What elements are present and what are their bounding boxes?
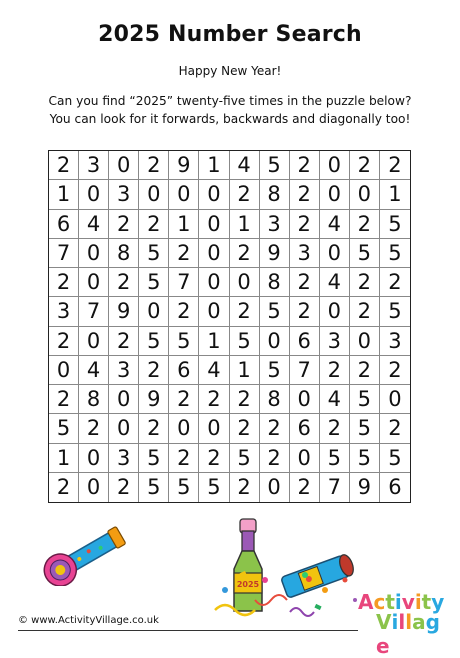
grid-cell: 8 [109, 239, 139, 268]
instruction-line-1: Can you find “2025” twenty-five times in the puzzle below? [48, 94, 412, 108]
logo-letter: V [376, 610, 392, 634]
grid-cell: 4 [199, 356, 229, 385]
grid-cell: 2 [139, 414, 169, 443]
grid-cell: 0 [79, 239, 109, 268]
grid-cell: 8 [260, 268, 290, 297]
grid-cell: 6 [290, 327, 320, 356]
grid-cell: 5 [49, 414, 79, 443]
grid-cell: 0 [109, 385, 139, 414]
grid-cell: 0 [169, 180, 199, 209]
grid-cell: 5 [169, 327, 199, 356]
grid-cell: 9 [260, 239, 290, 268]
grid-cell: 7 [169, 268, 199, 297]
grid-cell: 5 [139, 327, 169, 356]
grid-cell: 7 [49, 239, 79, 268]
grid-cell: 2 [290, 151, 320, 180]
grid-cell: 1 [49, 180, 79, 209]
grid-cell: 3 [109, 180, 139, 209]
grid-cell: 2 [49, 473, 79, 502]
grid-cell: 5 [350, 444, 380, 473]
logo-word-village [376, 610, 448, 658]
grid-cell: 2 [230, 180, 260, 209]
grid-cell: 6 [49, 210, 79, 239]
footer-url[interactable]: © www.ActivityVillage.co.uk [18, 615, 159, 626]
grid-cell: 3 [320, 327, 350, 356]
grid-cell: 5 [380, 297, 410, 326]
grid-cell: 2 [230, 297, 260, 326]
grid-cell: 8 [79, 385, 109, 414]
grid-cell: 0 [260, 327, 290, 356]
grid-cell: 2 [350, 151, 380, 180]
logo-letter: y [431, 590, 445, 614]
grid-cell: 0 [199, 297, 229, 326]
grid-cell: 2 [199, 385, 229, 414]
logo-letter: i [414, 590, 422, 614]
grid-cell: 2 [199, 444, 229, 473]
logo-letter: c [373, 590, 386, 614]
grid-cell: 0 [199, 239, 229, 268]
page-subtitle: Happy New Year! [178, 64, 282, 78]
grid-cell: 5 [139, 268, 169, 297]
grid-cell: 2 [109, 268, 139, 297]
logo-letter: t [421, 590, 432, 614]
page-title: 2025 Number Search [98, 22, 362, 47]
grid-cell: 0 [169, 414, 199, 443]
grid-cell: 0 [139, 180, 169, 209]
grid-cell: 3 [109, 444, 139, 473]
grid-cell: 0 [79, 473, 109, 502]
grid-cell: 1 [199, 327, 229, 356]
grid-cell: 5 [139, 473, 169, 502]
grid-cell: 2 [230, 473, 260, 502]
grid-cell: 2 [290, 297, 320, 326]
grid-cell: 2 [230, 414, 260, 443]
grid-cell: 8 [260, 385, 290, 414]
grid-cell: 6 [290, 414, 320, 443]
grid-cell: 0 [290, 444, 320, 473]
grid-cell: 2 [109, 473, 139, 502]
logo-letter: a [412, 610, 426, 634]
grid-cell: 5 [260, 297, 290, 326]
bottle-label: 2025 [236, 580, 260, 589]
logo-letter: i [394, 590, 402, 614]
grid-cell: 0 [350, 180, 380, 209]
grid-cell: 1 [230, 210, 260, 239]
grid-cell: 0 [109, 151, 139, 180]
grid-cell: 2 [290, 180, 320, 209]
activity-village-logo [358, 590, 448, 658]
grid-cell: 1 [169, 210, 199, 239]
grid-cell: 0 [79, 180, 109, 209]
grid-cell: 7 [320, 473, 350, 502]
number-search-grid [48, 150, 411, 503]
grid-cell: 7 [290, 356, 320, 385]
grid-cell: 2 [49, 151, 79, 180]
grid-cell: 2 [350, 268, 380, 297]
grid-cell: 0 [139, 297, 169, 326]
grid-cell: 6 [388, 475, 402, 500]
grid-cell: 2 [139, 151, 169, 180]
grid-cell: 4 [79, 210, 109, 239]
grid-cell: 5 [260, 151, 290, 180]
grid-cell: 2 [380, 151, 410, 180]
grid-cell: 2 [380, 268, 410, 297]
grid-cell: 2 [320, 414, 350, 443]
grid-cell: 5 [260, 356, 290, 385]
grid-cell: 5 [350, 239, 380, 268]
grid-cell: 0 [230, 268, 260, 297]
grid-cell: 1 [49, 444, 79, 473]
grid-cell: 2 [290, 268, 320, 297]
grid-cell: 3 [290, 239, 320, 268]
grid-cell: 4 [320, 385, 350, 414]
grid-cell: 5 [139, 444, 169, 473]
grid-cell: 9 [109, 297, 139, 326]
grid-cell: 3 [260, 210, 290, 239]
grid-cell: 0 [79, 327, 109, 356]
grid-cell: 8 [260, 180, 290, 209]
grid-cell: 3 [79, 151, 109, 180]
grid-cell: 2 [49, 385, 79, 414]
grid-cell: 2 [169, 297, 199, 326]
grid-cell: 0 [79, 444, 109, 473]
grid-cell: 0 [320, 297, 350, 326]
logo-letter: v [401, 590, 415, 614]
grid-cell: 5 [320, 444, 350, 473]
grid-cell: 2 [290, 473, 320, 502]
grid-cell: 2 [230, 385, 260, 414]
grid-cell: 2 [49, 268, 79, 297]
grid-cell: 7 [79, 297, 109, 326]
grid-cell: 0 [320, 180, 350, 209]
grid-cell: 5 [380, 210, 410, 239]
logo-letter: t [385, 590, 395, 614]
logo-letter: l [398, 610, 406, 634]
grid-cell: 2 [290, 210, 320, 239]
grid-cell: 9 [350, 473, 380, 502]
grid-cell: 5 [380, 239, 410, 268]
grid-cell: 3 [109, 356, 139, 385]
grid-cell: 0 [109, 414, 139, 443]
grid-cell: 2 [230, 239, 260, 268]
grid-cell: 2 [380, 414, 410, 443]
grid-cell: 1 [380, 180, 410, 209]
grid-cell: 2 [260, 444, 290, 473]
confetti-icon [205, 560, 365, 620]
grid-cell: 0 [260, 473, 290, 502]
grid-cell: 2 [109, 210, 139, 239]
grid-cell: 1 [230, 356, 260, 385]
grid-cell: 0 [199, 414, 229, 443]
logo-letter: l [405, 610, 413, 634]
grid-cell: 5 [139, 239, 169, 268]
grid-cell: 6 [169, 356, 199, 385]
instruction-line-2: You can look for it forwards, backwards and diagonally too! [49, 112, 411, 126]
grid-cell: 2 [380, 356, 410, 385]
grid-cell: 9 [139, 385, 169, 414]
logo-letter: A [358, 590, 374, 614]
grid-cell: 0 [79, 268, 109, 297]
logo-letter: i [391, 610, 399, 634]
grid-cell: 2 [169, 444, 199, 473]
grid-cell: 5 [380, 444, 410, 473]
grid-cell: 0 [49, 356, 79, 385]
party-blower-icon [38, 522, 138, 586]
logo-letter: e [376, 634, 390, 658]
grid-cell: 4 [79, 356, 109, 385]
grid-cell: 2 [320, 356, 350, 385]
grid-cell: 0 [320, 239, 350, 268]
grid-cell: 5 [169, 473, 199, 502]
grid-cell: 5 [230, 327, 260, 356]
grid-cell: 2 [139, 210, 169, 239]
grid-cell: 5 [350, 414, 380, 443]
grid-cell: 9 [169, 151, 199, 180]
grid-cell: 2 [169, 385, 199, 414]
grid-cell: 2 [260, 414, 290, 443]
grid-cell: 4 [320, 268, 350, 297]
grid-cell: 0 [199, 210, 229, 239]
grid-cell: 2 [350, 297, 380, 326]
grid-cell: 2 [350, 210, 380, 239]
logo-letter: g [425, 610, 440, 634]
grid-cell: 0 [199, 180, 229, 209]
grid-cell: 1 [199, 151, 229, 180]
footer-divider [18, 630, 358, 631]
grid-cell: 0 [290, 385, 320, 414]
grid-cell: 0 [380, 385, 410, 414]
grid-cell: 2 [79, 414, 109, 443]
grid-cell: 2 [49, 327, 79, 356]
grid-cell: 2 [139, 356, 169, 385]
grid-cell: 5 [230, 444, 260, 473]
grid-cell: 3 [380, 327, 410, 356]
grid-cell: 5 [350, 385, 380, 414]
grid-cell: 0 [320, 151, 350, 180]
grid-cell: 2 [350, 356, 380, 385]
grid-cell: 3 [49, 297, 79, 326]
grid-cell: 2 [169, 239, 199, 268]
grid-cell: 2 [109, 327, 139, 356]
grid-cell: 5 [199, 473, 229, 502]
grid-cell: 0 [350, 327, 380, 356]
grid-cell: 4 [230, 151, 260, 180]
grid-cell: 0 [199, 268, 229, 297]
grid-cell: 4 [320, 210, 350, 239]
